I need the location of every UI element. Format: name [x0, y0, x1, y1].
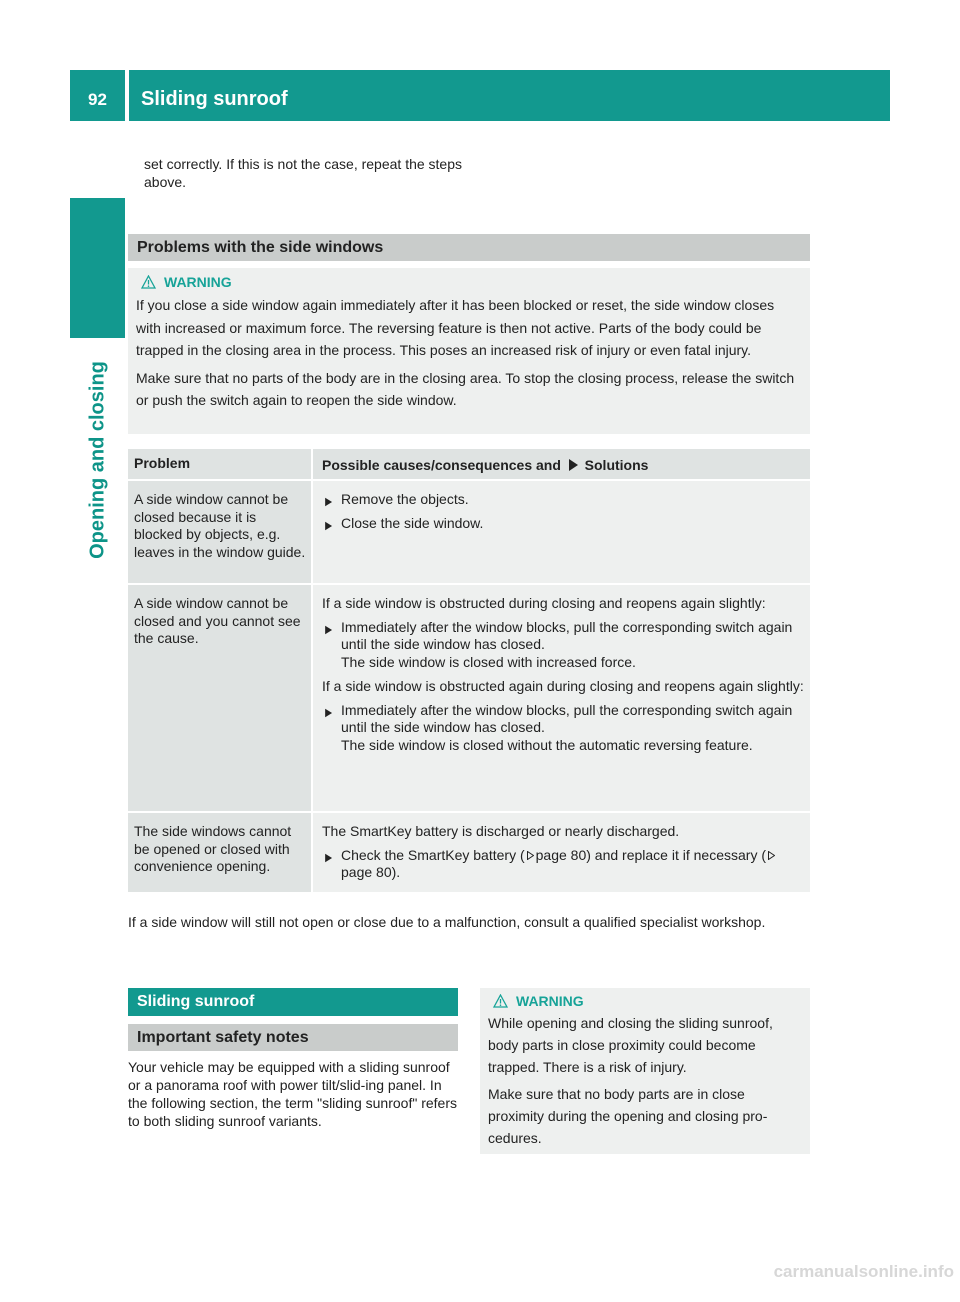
step-text [341, 619, 804, 672]
play-arrow-icon [568, 459, 579, 471]
warning-paragraph: Make sure that no body parts are in close proximity during the opening and closing pro-cedures. [488, 1086, 768, 1146]
page-reference-link[interactable]: page 80 [535, 846, 587, 863]
step-text [341, 702, 804, 755]
table-header-causes: Possible causes/consequences and [322, 457, 561, 473]
solution-lead: The SmartKey battery is discharged or nearly discharged. [322, 823, 680, 839]
chapter-heading: Sliding sunroof [128, 988, 458, 1016]
page-number: 92 [70, 70, 125, 121]
intro-text: set correctly. If this is not the case, repeat the steps above. [144, 156, 463, 190]
table-row [128, 813, 810, 892]
warning-triangle-icon [493, 994, 508, 1008]
play-arrow-icon [322, 518, 336, 531]
problems-table [128, 449, 810, 892]
step-instruction: Immediately after the window blocks, pull the corresponding switch again until the side window has closed. [341, 701, 793, 735]
side-tab-block [70, 198, 125, 338]
problem-cell: The side windows cannot be opened or closed with convenience opening. [128, 813, 313, 892]
step-text: Remove the objects. [341, 491, 469, 507]
warning-label: WARNING [164, 274, 232, 290]
step [322, 702, 804, 755]
play-arrow-icon [322, 705, 336, 718]
table-header-solutions [313, 449, 810, 479]
after-table-text: If a side window will still not open or close due to a malfunction, consult a qualified specialist workshop. [128, 914, 766, 930]
warning-title [493, 993, 802, 1009]
warning-triangle-icon [141, 275, 156, 289]
solution-cell [313, 813, 810, 892]
section-heading: Problems with the side windows [128, 234, 810, 261]
step [322, 847, 804, 882]
step [322, 515, 804, 533]
step-note: The side window is closed without the automatic reversing feature. [341, 736, 753, 753]
table-row [128, 585, 810, 813]
solution-cell [313, 481, 810, 583]
play-arrow-icon [322, 850, 336, 863]
warning-box [128, 268, 810, 434]
table-header-problem: Problem [128, 449, 313, 479]
side-tab-label: Opening and closing [86, 361, 109, 559]
warning-label: WARNING [516, 993, 584, 1009]
page-title: Sliding sunroof [129, 70, 890, 121]
play-arrow-icon [322, 494, 336, 507]
warning-paragraph: If you close a side window again immediately after it has been blocked or reset, the side window closes with increased or maximum force. The reversing feature is then not active. Parts of the body could be trapped in the closing area in the process. This poses an increased risk of injury or even fatal injury. [136, 297, 775, 358]
step-text: Close the side window. [341, 514, 484, 531]
warning-paragraph: While opening and closing the sliding sunroof, body parts in close proximity could become trapped. There is a risk of injury. [488, 1015, 773, 1075]
page-ref-triangle-icon [768, 851, 775, 860]
step-note: The side window is closed with increased force. [341, 653, 636, 670]
problem-cell: A side window cannot be closed and you cannot see the cause. [128, 585, 313, 811]
problem-cell: A side window cannot be closed because it is blocked by objects, e.g. leaves in the window guide. [128, 481, 313, 583]
solution-cell [313, 585, 810, 811]
warning-paragraph: Make sure that no parts of the body are in the closing area. To stop the closing process, release the switch or push the switch again to reopen the side window. [136, 369, 795, 408]
page-ref-triangle-icon [527, 851, 534, 860]
footer-watermark: carmanualsonline.info [773, 1262, 954, 1281]
table-header-row [128, 449, 810, 481]
step-instruction: Immediately after the window blocks, pull the corresponding switch again until the side window has closed. [341, 618, 793, 652]
sunroof-body-text: Your vehicle may be equipped with a sliding sunroof or a panorama roof with power tilt/slid-ing panel. In the following section, the term "sliding sunroof" refers to both sliding sunroof variants. [128, 1059, 457, 1129]
step [322, 619, 804, 672]
play-arrow-icon [322, 622, 336, 635]
step-text-part: Check the SmartKey battery ( [341, 846, 525, 863]
solution-lead: If a side window is obstructed again during closing and reopens again slightly: [322, 678, 804, 694]
step [322, 491, 804, 509]
solution-lead: If a side window is obstructed during closing and reopens again slightly: [322, 595, 766, 611]
page-reference-link[interactable]: page 80 [341, 864, 392, 880]
table-header-solutions-label: Solutions [584, 457, 649, 473]
step-text [341, 847, 804, 882]
step-text-part: ). [391, 864, 401, 880]
table-row [128, 481, 810, 585]
warning-title [141, 274, 802, 290]
step-text-part: ) and replace it if necessary ( [586, 846, 766, 863]
sunroof-warning-box [480, 988, 810, 1154]
subsection-heading: Important safety notes [128, 1024, 458, 1051]
